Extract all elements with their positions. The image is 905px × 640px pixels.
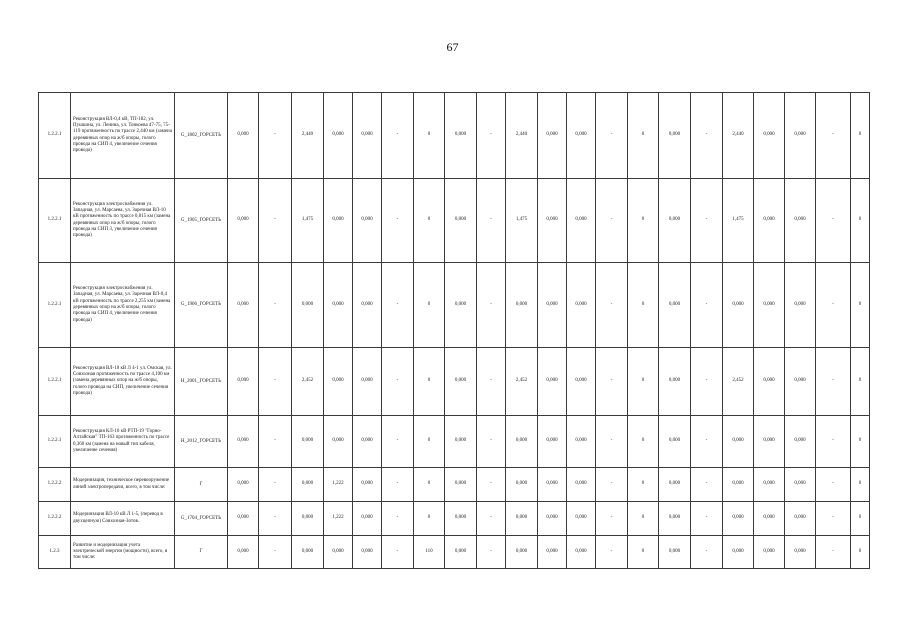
value-cell: -: [691, 179, 723, 263]
project-code-cell: H_2001_ГОРСЕТЬ: [175, 348, 228, 416]
project-name-cell: Развитие и модернизация учета электрической энергии (мощности), всего, в том числе:: [71, 536, 175, 569]
value-cell: 0,000: [538, 93, 567, 179]
value-cell: -: [691, 93, 723, 179]
value-cell: 0,000: [785, 468, 816, 502]
investment-table: [38, 92, 870, 569]
value-cell: 0,000: [506, 502, 538, 536]
value-cell: 0,000: [567, 536, 596, 569]
value-cell: 0,000: [353, 179, 382, 263]
value-cell: -: [382, 179, 414, 263]
project-code-cell: G_1704_ГОРСЕТЬ: [175, 502, 228, 536]
value-cell: 0,000: [228, 348, 259, 416]
project-code-cell: G_1905_ГОРСЕТЬ: [175, 179, 228, 263]
table-row: [39, 416, 870, 468]
value-cell: 1,222: [324, 502, 353, 536]
value-cell: 0: [628, 468, 659, 502]
project-name-cell: Реконструкция ВЛ-0,4 кВ, ТП-182, ул. Пушкина, ул. Ленина, ул. Тонкоева 47-75, 75-119 протяженность по трассе 2,440 км (замена деревянных опор на ж/б опоры, голого провода на СИП 4, увеличение сечения провода): [71, 93, 175, 179]
value-cell: 0,000: [754, 348, 785, 416]
value-cell: -: [382, 416, 414, 468]
value-cell: 0,000: [723, 416, 754, 468]
value-cell: -: [596, 536, 628, 569]
value-cell: 0,000: [506, 263, 538, 348]
value-cell: -: [816, 348, 851, 416]
value-cell: 0: [851, 93, 870, 179]
value-cell: 0,000: [353, 263, 382, 348]
value-cell: 0,000: [723, 502, 754, 536]
value-cell: 0,000: [228, 93, 259, 179]
value-cell: 2,440: [292, 93, 324, 179]
value-cell: 0,000: [567, 348, 596, 416]
value-cell: -: [382, 502, 414, 536]
value-cell: -: [691, 348, 723, 416]
value-cell: 0: [851, 263, 870, 348]
project-code-cell: G_1802_ГОРСЕТЬ: [175, 93, 228, 179]
value-cell: 0,000: [353, 93, 382, 179]
value-cell: 0: [414, 93, 445, 179]
value-cell: -: [816, 416, 851, 468]
value-cell: 0,000: [785, 93, 816, 179]
project-code-cell: G_1906_ГОРСЕТЬ: [175, 263, 228, 348]
value-cell: 0,000: [353, 536, 382, 569]
value-cell: 2,452: [506, 348, 538, 416]
value-cell: 0,000: [538, 536, 567, 569]
value-cell: 0,000: [659, 502, 691, 536]
value-cell: 0,000: [567, 502, 596, 536]
value-cell: 0,000: [324, 263, 353, 348]
value-cell: 0,000: [228, 536, 259, 569]
value-cell: 0,000: [538, 348, 567, 416]
value-cell: -: [259, 263, 292, 348]
value-cell: -: [816, 536, 851, 569]
value-cell: -: [816, 502, 851, 536]
project-name-cell: Модернизация ВЛ-10 кВ Л 1-5, (перевод в двухцепную) Совхозная-Зотов.: [71, 502, 175, 536]
value-cell: 0,000: [445, 536, 477, 569]
value-cell: 0,000: [353, 416, 382, 468]
value-cell: -: [691, 263, 723, 348]
value-cell: -: [816, 93, 851, 179]
value-cell: 0,000: [723, 263, 754, 348]
value-cell: 0,000: [292, 468, 324, 502]
value-cell: 0: [628, 263, 659, 348]
value-cell: 0: [851, 416, 870, 468]
value-cell: 0,000: [506, 536, 538, 569]
value-cell: 0,000: [445, 468, 477, 502]
value-cell: -: [596, 263, 628, 348]
project-code-cell: H_2012_ГОРСЕТЬ: [175, 416, 228, 468]
value-cell: 0,000: [723, 536, 754, 569]
value-cell: 0,000: [785, 263, 816, 348]
value-cell: 0: [414, 179, 445, 263]
value-cell: 2,452: [292, 348, 324, 416]
page-number: 67: [446, 40, 459, 54]
value-cell: -: [259, 468, 292, 502]
value-cell: 0,000: [445, 416, 477, 468]
value-cell: 0,000: [445, 179, 477, 263]
value-cell: -: [596, 179, 628, 263]
value-cell: 0,000: [506, 416, 538, 468]
value-cell: -: [477, 468, 506, 502]
project-name-cell: Реконструкция КЛ-10 кВ РТП-19 "Горно-Алтайская" ТП-163 протяженность по трассе 0,360 км (замена на новый тип кабеля, увеличение сечения): [71, 416, 175, 468]
value-cell: -: [259, 348, 292, 416]
value-cell: -: [259, 502, 292, 536]
value-cell: -: [259, 416, 292, 468]
value-cell: 0,000: [785, 348, 816, 416]
value-cell: 0,000: [659, 348, 691, 416]
value-cell: -: [691, 468, 723, 502]
value-cell: 0,000: [659, 536, 691, 569]
row-id-cell: 1.2.2.2: [39, 468, 71, 502]
value-cell: 2,452: [723, 348, 754, 416]
project-code-cell: Г: [175, 468, 228, 502]
value-cell: -: [259, 179, 292, 263]
value-cell: 0: [628, 536, 659, 569]
value-cell: 0,000: [324, 179, 353, 263]
value-cell: -: [816, 179, 851, 263]
value-cell: -: [691, 536, 723, 569]
value-cell: -: [382, 536, 414, 569]
value-cell: -: [477, 536, 506, 569]
row-id-cell: 1.2.2.1: [39, 416, 71, 468]
value-cell: 0: [628, 502, 659, 536]
value-cell: -: [477, 348, 506, 416]
value-cell: -: [691, 416, 723, 468]
value-cell: 0,000: [292, 416, 324, 468]
value-cell: -: [596, 502, 628, 536]
value-cell: -: [477, 416, 506, 468]
value-cell: 0: [851, 536, 870, 569]
value-cell: 2,440: [506, 93, 538, 179]
value-cell: 0: [628, 179, 659, 263]
value-cell: 0,000: [785, 536, 816, 569]
value-cell: 0: [851, 468, 870, 502]
value-cell: 0,000: [754, 179, 785, 263]
value-cell: -: [596, 93, 628, 179]
value-cell: 0,000: [228, 263, 259, 348]
value-cell: 1,475: [723, 179, 754, 263]
value-cell: 0,000: [785, 179, 816, 263]
value-cell: 0: [414, 416, 445, 468]
value-cell: 0,000: [292, 536, 324, 569]
value-cell: 0,000: [754, 502, 785, 536]
value-cell: 0,000: [567, 179, 596, 263]
project-code-cell: Г: [175, 536, 228, 569]
value-cell: 0,000: [754, 263, 785, 348]
value-cell: 0,000: [538, 502, 567, 536]
value-cell: 0,000: [353, 502, 382, 536]
value-cell: -: [816, 263, 851, 348]
value-cell: 0: [628, 416, 659, 468]
value-cell: 0,000: [353, 468, 382, 502]
project-name-cell: Реконструкция ВЛ-10 кВ Л 4-1 ул. Омская, ул. Совхозная протяженность по трассе 4,100 км (замена деревянных опор на ж/б опоры, голого провода на СИП, увеличение сечения провода): [71, 348, 175, 416]
value-cell: 0,000: [538, 468, 567, 502]
value-cell: 0,000: [353, 348, 382, 416]
value-cell: 0,000: [324, 348, 353, 416]
value-cell: 0,000: [723, 468, 754, 502]
value-cell: 0,000: [538, 416, 567, 468]
value-cell: 0,000: [659, 93, 691, 179]
project-name-cell: Модернизация, техническое перевооружение линий электропередачи, всего, в том числе:: [71, 468, 175, 502]
project-name-cell: Реконструкция электроснабжения ул. Западная, ул. Марсаева, ул. Заречная ВЛ-0,4 кВ протяженность по трассе 2,255 км (замена деревянных опор на ж/б опоры, голого провода на СИП 4, увеличение сечения провода): [71, 263, 175, 348]
value-cell: -: [596, 468, 628, 502]
value-cell: 0,000: [659, 416, 691, 468]
value-cell: 0,000: [228, 179, 259, 263]
value-cell: 0,000: [445, 348, 477, 416]
table-row: [39, 468, 870, 502]
row-id-cell: 1.2.2.2: [39, 502, 71, 536]
value-cell: 0,000: [754, 416, 785, 468]
value-cell: -: [477, 263, 506, 348]
value-cell: -: [691, 502, 723, 536]
value-cell: 0: [851, 502, 870, 536]
value-cell: -: [259, 93, 292, 179]
value-cell: -: [259, 536, 292, 569]
table-row: [39, 179, 870, 263]
value-cell: 0: [628, 348, 659, 416]
value-cell: 0,000: [228, 468, 259, 502]
value-cell: -: [816, 468, 851, 502]
value-cell: -: [596, 348, 628, 416]
value-cell: 0,000: [567, 416, 596, 468]
value-cell: 0,000: [228, 416, 259, 468]
value-cell: 110: [414, 536, 445, 569]
row-id-cell: 1.2.2.1: [39, 263, 71, 348]
value-cell: 1,475: [292, 179, 324, 263]
value-cell: 0,000: [659, 263, 691, 348]
row-id-cell: 1.2.2.1: [39, 348, 71, 416]
value-cell: 0,000: [567, 468, 596, 502]
value-cell: -: [477, 93, 506, 179]
value-cell: 0,000: [324, 416, 353, 468]
value-cell: -: [382, 263, 414, 348]
value-cell: 0,000: [292, 502, 324, 536]
value-cell: 0,000: [445, 502, 477, 536]
value-cell: 1,222: [324, 468, 353, 502]
value-cell: 0: [414, 502, 445, 536]
table-body: [39, 93, 870, 569]
value-cell: 0,000: [324, 536, 353, 569]
value-cell: 0,000: [292, 263, 324, 348]
value-cell: 0: [851, 348, 870, 416]
value-cell: 0,000: [324, 93, 353, 179]
value-cell: 0: [414, 263, 445, 348]
table-row: [39, 348, 870, 416]
value-cell: -: [382, 468, 414, 502]
value-cell: 0,000: [538, 179, 567, 263]
value-cell: 0,000: [567, 93, 596, 179]
value-cell: -: [382, 348, 414, 416]
table-row: [39, 536, 870, 569]
project-name-cell: Реконструкция электроснабжения ул. Западная, ул. Марсаева, ул. Заречная ВЛ-10 кВ протяженность по трассе 0,815 км (замена деревянных опор на ж/б опоры, голого провода на СИП 3, увеличение сечения провода): [71, 179, 175, 263]
value-cell: 0,000: [228, 502, 259, 536]
table-row: [39, 502, 870, 536]
value-cell: 0,000: [754, 468, 785, 502]
value-cell: 0,000: [659, 468, 691, 502]
value-cell: 0,000: [754, 93, 785, 179]
value-cell: 0,000: [506, 468, 538, 502]
value-cell: 0: [628, 93, 659, 179]
value-cell: 0,000: [538, 263, 567, 348]
value-cell: 0,000: [445, 263, 477, 348]
value-cell: 0,000: [754, 536, 785, 569]
value-cell: 0: [414, 468, 445, 502]
value-cell: 0,000: [567, 263, 596, 348]
value-cell: 0,000: [445, 93, 477, 179]
value-cell: 0: [851, 179, 870, 263]
row-id-cell: 1.2.3: [39, 536, 71, 569]
value-cell: 0,000: [659, 179, 691, 263]
value-cell: 2,440: [723, 93, 754, 179]
value-cell: 0: [414, 348, 445, 416]
value-cell: -: [477, 179, 506, 263]
row-id-cell: 1.2.2.1: [39, 179, 71, 263]
table-row: [39, 263, 870, 348]
value-cell: -: [477, 502, 506, 536]
value-cell: 1,475: [506, 179, 538, 263]
value-cell: 0,000: [785, 416, 816, 468]
row-id-cell: 1.2.2.1: [39, 93, 71, 179]
table-row: [39, 93, 870, 179]
value-cell: 0,000: [785, 502, 816, 536]
value-cell: -: [382, 93, 414, 179]
value-cell: -: [596, 416, 628, 468]
